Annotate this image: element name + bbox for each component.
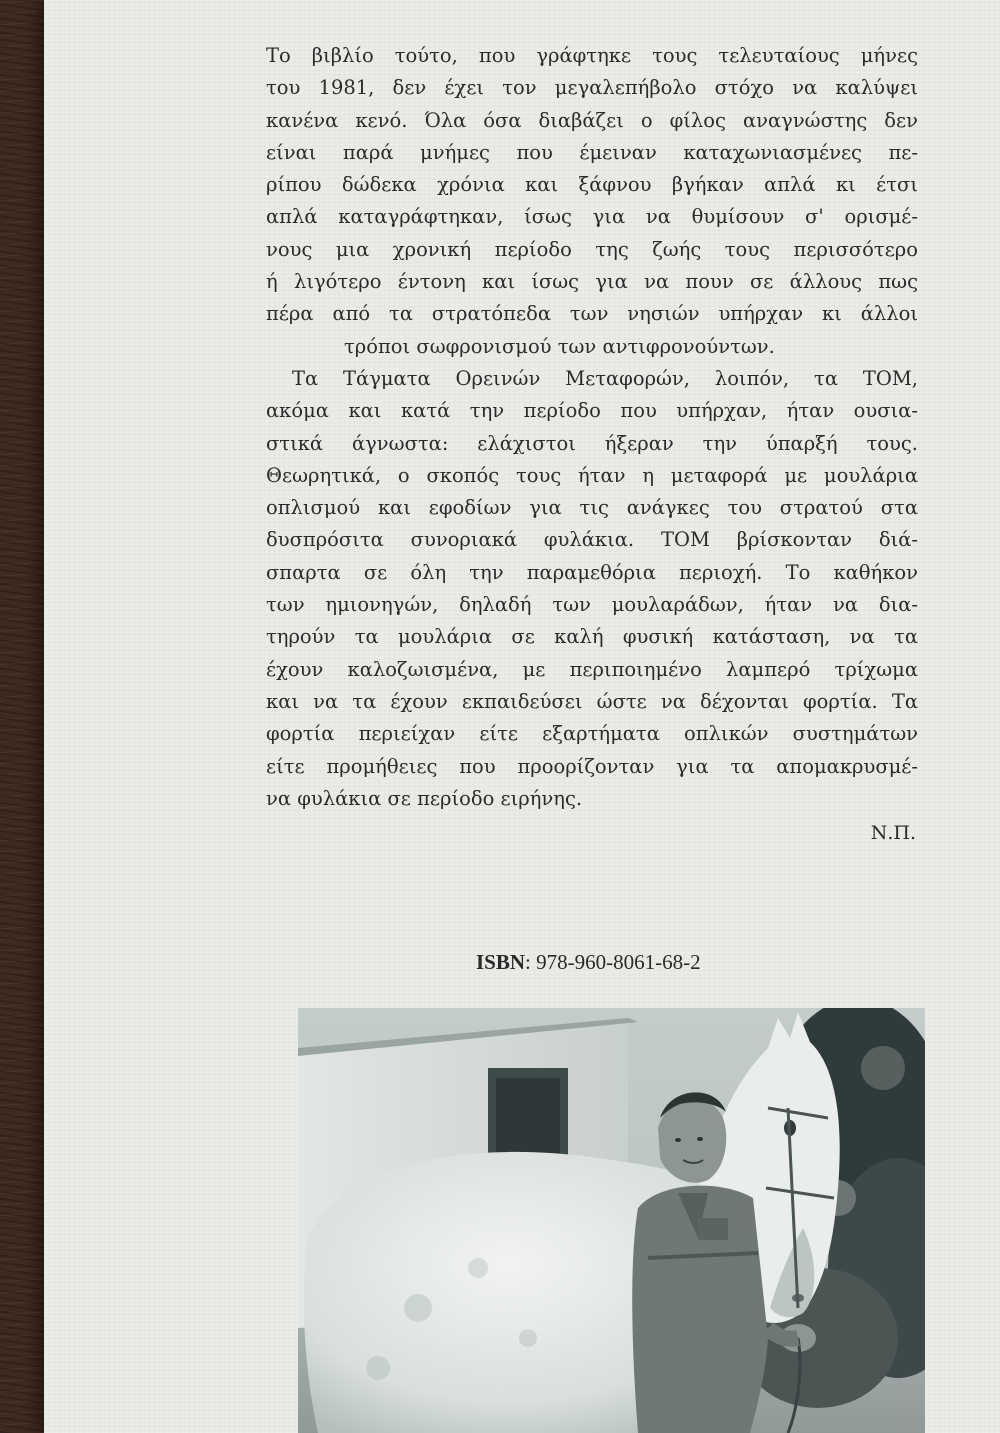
- text-line: πέρα από τα στρατόπεδα των νησιών υπήρχαν κι άλλοι: [266, 302, 918, 326]
- cover-photo-soldier-with-mule: [298, 1008, 925, 1433]
- text-line: του 1981, δεν έχει τον μεγαλεπήβολο στόχο να καλύψει: [266, 76, 918, 100]
- text-line: νους μια χρονική περίοδο της ζωής τους περισσότερο: [266, 237, 918, 261]
- text-line: ρίπου δώδεκα χρόνια και ξάφνου βγήκαν απλά κι έτσι: [266, 173, 918, 197]
- text-line: τηρούν τα μουλάρια σε καλή φυσική κατάσταση, να τα: [266, 625, 918, 649]
- text-line: τρόποι σωφρονισμού των αντιφρονούντων.: [344, 334, 775, 358]
- author-initials: Ν.Π.: [870, 822, 916, 845]
- text-line: ή λιγότερο έντονη και ίσως για να πουν σε άλλους πως: [266, 270, 918, 294]
- paragraph-2: [266, 363, 918, 815]
- text-line: Τα Τάγματα Ορεινών Μεταφορών, λοιπόν, τα ΤΟΜ,: [292, 366, 918, 390]
- text-line: έχουν καλοζωισμένα, με περιποιημένο λαμπερό τρίχωμα: [266, 657, 918, 681]
- text-line: οπλισμού και εφοδίων για τις ανάγκες του στρατού στα: [266, 496, 918, 520]
- text-line: σπαρτα σε όλη την παραμεθόρια περιοχή. Το καθήκον: [266, 560, 918, 584]
- photo-illustration: [298, 1008, 925, 1433]
- blurb-text: [266, 40, 918, 849]
- text-line: είναι παρά μνήμες που έμειναν καταχωνιασμένες πε-: [266, 140, 918, 164]
- text-line: απλά καταγράφτηκαν, ίσως για να θυμίσουν σ' ορισμέ-: [266, 205, 918, 229]
- paragraph-1: [266, 40, 918, 363]
- text-line: να φυλάκια σε περίοδο ειρήνης.: [266, 786, 583, 810]
- text-line: Θεωρητικά, ο σκοπός τους ήταν η μεταφορά με μουλάρια: [266, 463, 918, 487]
- text-line: στικά άγνωστα: ελάχιστοι ήξεραν την ύπαρξή τους.: [266, 431, 918, 455]
- back-cover-page: [44, 0, 1000, 1433]
- text-line: φορτία περιείχαν είτε εξαρτήματα οπλικών συστημάτων: [266, 722, 918, 746]
- isbn-number: : 978-960-8061-68-2: [525, 950, 701, 974]
- text-line: και να τα έχουν εκπαιδεύσει ώστε να δέχονται φορτία. Τα: [266, 689, 918, 713]
- text-line: ακόμα και κατά την περίοδο που υπήρχαν, ήταν ουσια-: [266, 399, 918, 423]
- isbn: [476, 950, 701, 975]
- text-line: των ημιονηγών, δηλαδή των μουλαράδων, ήταν να δια-: [266, 593, 918, 617]
- text-line: δυσπρόσιτα συνοριακά φυλάκια. ΤΟΜ βρίσκονταν διά-: [266, 528, 918, 552]
- text-line: κανένα κενό. Όλα όσα διαβάζει ο φίλος αναγνώστης δεν: [266, 108, 918, 132]
- text-line: Το βιβλίο τούτο, που γράφτηκε τους τελευταίους μήνες: [266, 44, 918, 67]
- text-line: είτε προμήθειες που προορίζονταν για τα απομακρυσμέ-: [266, 754, 918, 778]
- isbn-label: ISBN: [476, 950, 526, 974]
